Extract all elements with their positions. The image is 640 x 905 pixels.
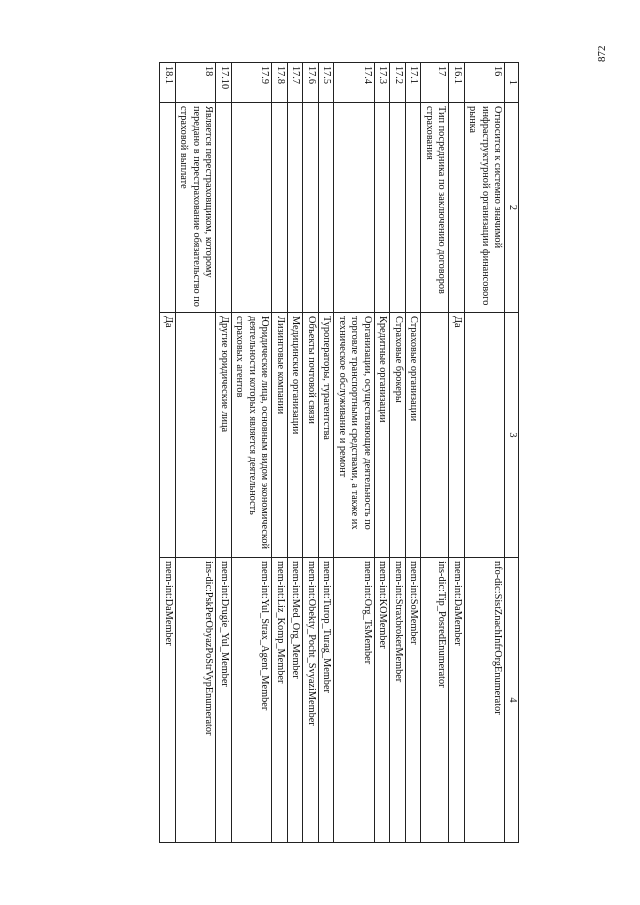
row-value: Объекты почтовой связи [303, 313, 319, 558]
row-attribute [160, 103, 176, 313]
row-number: 17.10 [216, 63, 232, 103]
row-attribute [319, 103, 335, 313]
row-value: Туроператоры, турагентства [319, 313, 335, 558]
row-number: 17.2 [390, 63, 406, 103]
row-code: mem-int:KOMember [375, 558, 391, 843]
header-cell-1: 1 [505, 63, 519, 103]
row-value: Кредитные организации [375, 313, 391, 558]
row-attribute [375, 103, 391, 313]
row-code: mem-int:DaMember [160, 558, 176, 843]
row-value: Да [449, 313, 465, 558]
table-row [334, 63, 375, 843]
table-row [272, 63, 288, 843]
rotated-page-content [109, 62, 519, 842]
row-value: Организации, осуществляющие деятельность по торговле транспортными средствами, а также их техническое обслуживание и ремонт [334, 313, 375, 558]
row-code: nfo-dic:SistZnachInfrOrgEnumerator [465, 558, 506, 843]
row-number: 17.6 [303, 63, 319, 103]
table-row [232, 63, 273, 843]
row-number: 17.7 [288, 63, 304, 103]
row-code: mem-int:Drugie_Yul_Member [216, 558, 232, 843]
row-number: 18.1 [160, 63, 176, 103]
row-value: Юридические лица, основным видом экономической деятельности которых является деятельность страховых агентов [232, 313, 273, 558]
header-cell-3: 3 [505, 313, 519, 558]
row-number: 17.4 [334, 63, 375, 103]
table-row [176, 63, 217, 843]
row-value [421, 313, 449, 558]
table-row [449, 63, 465, 843]
row-attribute: Является перестраховщиком, которому передано в перестрахование обязательство по страховой выплате [176, 103, 217, 313]
row-number: 17.1 [406, 63, 422, 103]
row-value: Да [160, 313, 176, 558]
row-attribute [288, 103, 304, 313]
row-number: 16 [465, 63, 506, 103]
table-row [303, 63, 319, 843]
header-cell-2: 2 [505, 103, 519, 313]
row-value: Другие юридические лица [216, 313, 232, 558]
header-row [505, 63, 519, 843]
row-value [465, 313, 506, 558]
row-attribute [216, 103, 232, 313]
row-number: 17.8 [272, 63, 288, 103]
row-code: mem-int:StraxbrokerMember [390, 558, 406, 843]
row-attribute [303, 103, 319, 313]
row-code: mem-int:Turop_Turag_Member [319, 558, 335, 843]
row-code: mem-int:Med_Org_Member [288, 558, 304, 843]
row-code: ins-dic:Tip_PosredEnumerator [421, 558, 449, 843]
row-attribute [272, 103, 288, 313]
row-code: mem-int:Yul_Strax_Agent_Member [232, 558, 273, 843]
page-number: 872 [596, 45, 608, 62]
row-attribute [334, 103, 375, 313]
table-row [390, 63, 406, 843]
row-code: mem-int:DaMember [449, 558, 465, 843]
row-number: 17 [421, 63, 449, 103]
table-row [160, 63, 176, 843]
row-value: Страховые организации [406, 313, 422, 558]
row-attribute: Тип посредника по заключению договоров страхования [421, 103, 449, 313]
table-row [288, 63, 304, 843]
header-cell-4: 4 [505, 558, 519, 843]
row-number: 17.3 [375, 63, 391, 103]
row-code: ins-dic:PskPerObyazPoStrVypEnumerator [176, 558, 217, 843]
row-number: 16.1 [449, 63, 465, 103]
row-attribute [390, 103, 406, 313]
table-row [421, 63, 449, 843]
row-code: mem-int:Liz_Komp_Member [272, 558, 288, 843]
row-attribute [449, 103, 465, 313]
row-attribute: Относится к системно значимой инфраструктурной организации финансового рынка [465, 103, 506, 313]
table-row [465, 63, 506, 843]
row-attribute [406, 103, 422, 313]
row-value: Медицинские организации [288, 313, 304, 558]
table-row [375, 63, 391, 843]
row-value: Лизинговые компании [272, 313, 288, 558]
row-number: 17.9 [232, 63, 273, 103]
table-row [406, 63, 422, 843]
row-code: mem-int:Org_TsMember [334, 558, 375, 843]
attribute-table [160, 62, 520, 843]
row-code: mem-int:SoMember [406, 558, 422, 843]
row-value: Страховые брокеры [390, 313, 406, 558]
table-row [319, 63, 335, 843]
row-attribute [232, 103, 273, 313]
row-value [176, 313, 217, 558]
row-number: 18 [176, 63, 217, 103]
table-row [216, 63, 232, 843]
row-number: 17.5 [319, 63, 335, 103]
row-code: mem-int:Obekty_Pocht_SvyaziMember [303, 558, 319, 843]
